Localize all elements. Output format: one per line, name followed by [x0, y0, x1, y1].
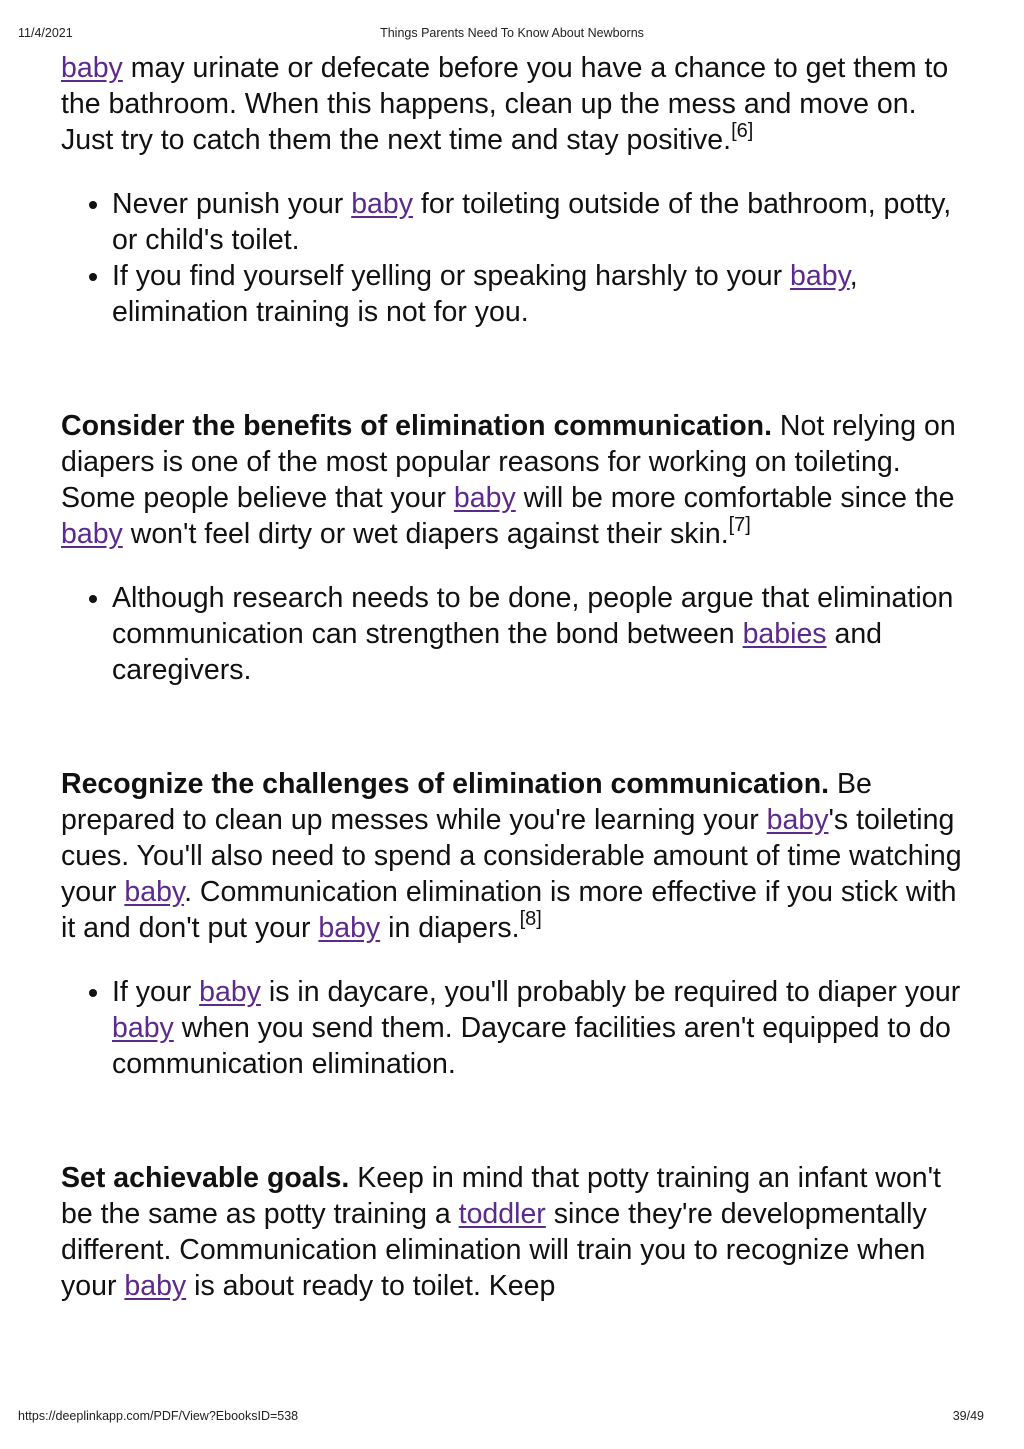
step-benefits: Consider the benefits of elimination communication. Not relying on diapers is one of the most popular reasons for working on toileting. Some people believe that your baby will be more comfortable since the baby won't feel dirty or wet diapers against their skin.[7] — [61, 410, 956, 550]
citation-8[interactable]: [8] — [519, 908, 542, 930]
paragraph-continued: baby may urinate or defecate before you have a chance to get them to the bathroom. When this happens, clean up the mess and move on. Just try to catch them the next time and stay positive.[6] — [61, 52, 949, 156]
baby-link[interactable]: baby — [124, 876, 185, 908]
print-footer-url: https://deeplinkapp.com/PDF/View?EbooksID=538 — [18, 1409, 299, 1423]
baby-link[interactable]: baby — [124, 1270, 187, 1302]
babies-link[interactable]: babies — [742, 618, 827, 650]
bullet-list-2 — [61, 580, 971, 688]
page-number: 39/49 — [952, 1409, 984, 1423]
baby-link[interactable]: baby — [351, 188, 414, 220]
list-item: • Never punish your baby for toileting outside of the bathroom, potty, or child's toilet. — [112, 186, 971, 258]
list-item: • If your baby is in daycare, you'll probably be required to diaper your baby when you send them. Daycare facilities aren't equipped to do communication elimination. — [112, 974, 971, 1082]
toddler-link[interactable]: toddler — [458, 1198, 546, 1230]
baby-link[interactable]: baby — [199, 976, 261, 1008]
step-heading: Consider the benefits of elimination communication. — [61, 410, 772, 442]
baby-link[interactable]: baby — [112, 1012, 174, 1044]
step-heading: Recognize the challenges of elimination communication. — [61, 768, 830, 800]
step-challenges: Recognize the challenges of elimination communication. Be prepared to clean up messes while you're learning your baby's toileting cues. You'll also need to spend a considerable amount of time watching your baby. Communication elimination is more effective if you stick with it and don't put your baby in diapers.[8] — [61, 768, 962, 944]
print-date: 11/4/2021 — [18, 26, 73, 40]
baby-link[interactable]: baby — [318, 912, 381, 944]
baby-link[interactable]: baby — [453, 482, 516, 514]
baby-link[interactable]: baby — [61, 518, 123, 550]
citation-6[interactable]: [6] — [731, 120, 754, 142]
citation-7[interactable]: [7] — [728, 514, 751, 536]
step-goals: Set achievable goals. Keep in mind that potty training an infant won't be the same as potty training a toddler since they're developmentally different. Communication elimination will train you to recognize when your baby is about ready to toilet. Keep — [61, 1162, 941, 1302]
print-header-title: Things Parents Need To Know About Newborns — [380, 26, 644, 40]
article-body — [61, 50, 971, 1304]
list-item: • If you find yourself yelling or speaking harshly to your baby, elimination training is not for you. — [112, 258, 971, 330]
step-heading: Set achievable goals. — [61, 1162, 350, 1194]
baby-link[interactable]: baby — [61, 52, 123, 84]
bullet-list-3 — [61, 974, 971, 1082]
bullet-list-1 — [61, 186, 971, 330]
baby-link[interactable]: baby — [766, 804, 829, 836]
baby-link[interactable]: baby — [790, 260, 850, 292]
list-item: • Although research needs to be done, people argue that elimination communication can strengthen the bond between babies and caregivers. — [112, 580, 971, 688]
